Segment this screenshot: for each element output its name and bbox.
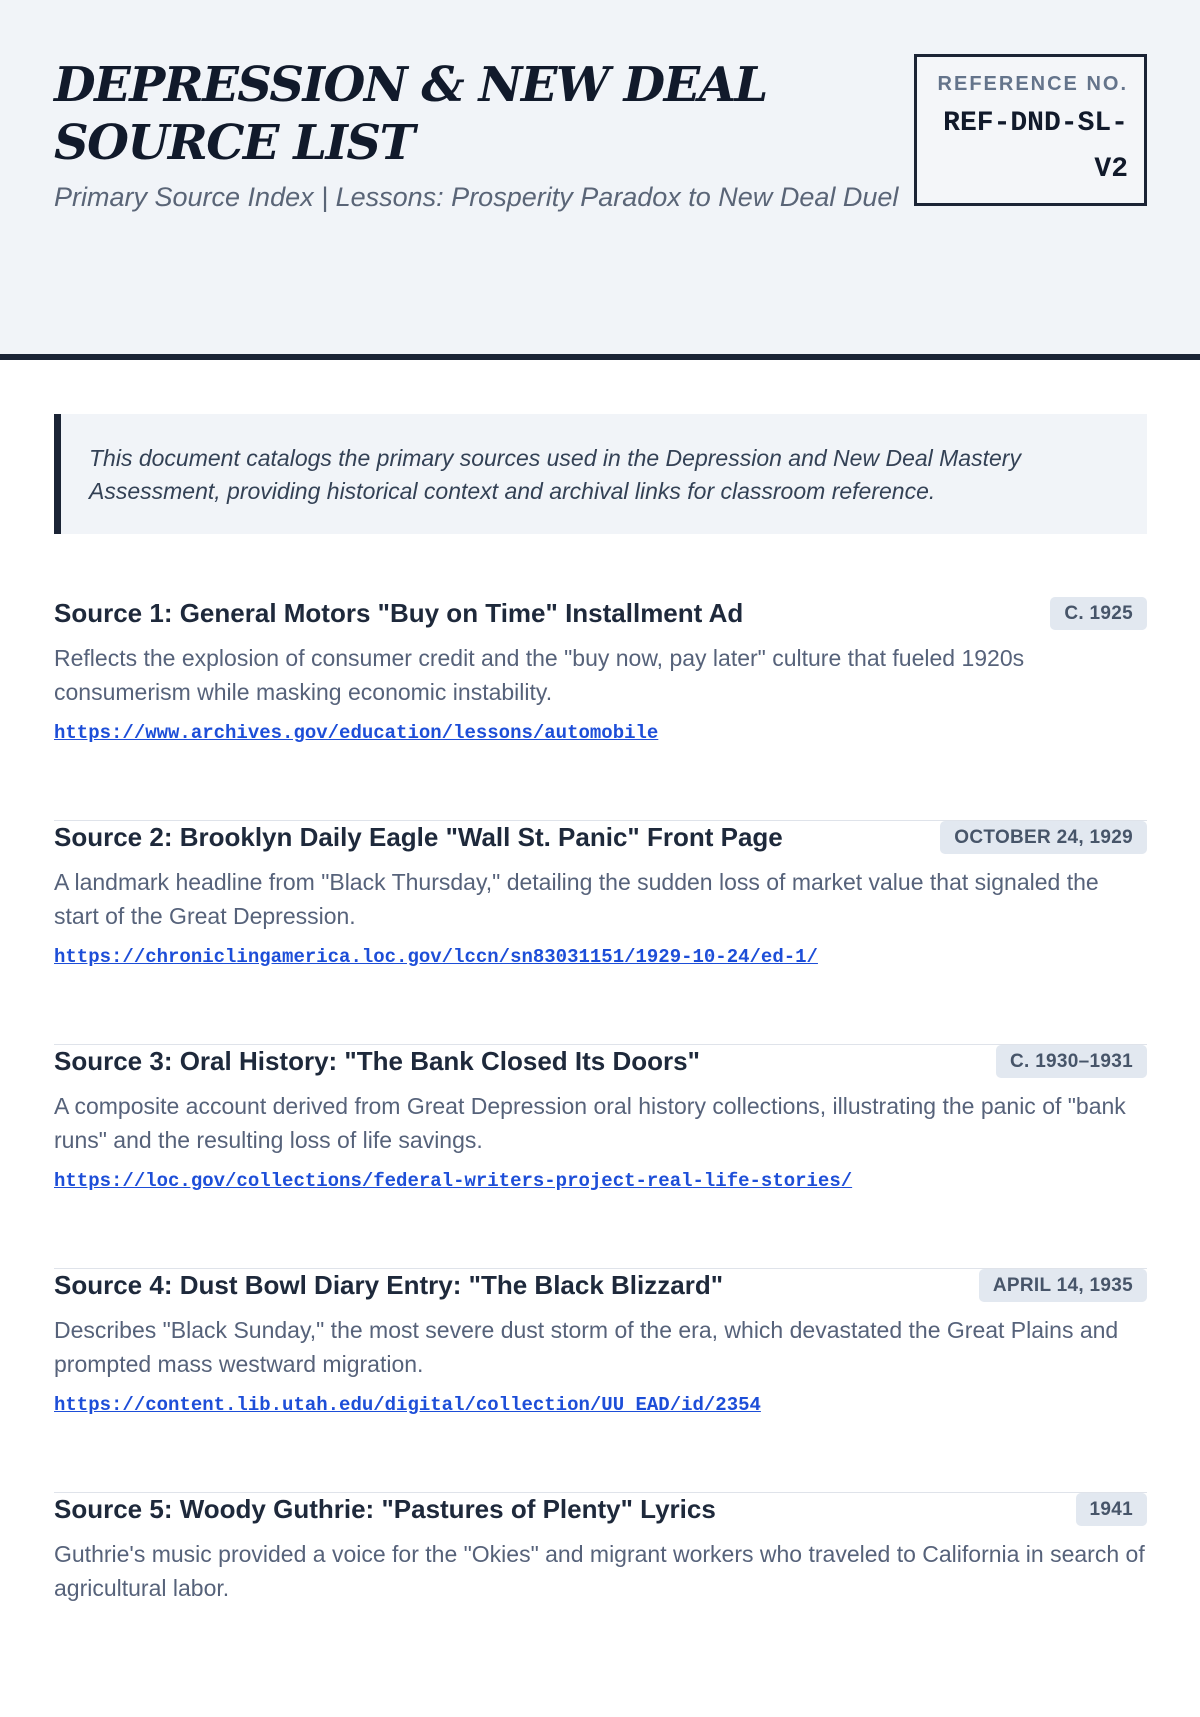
source-entry-2 bbox=[54, 821, 1147, 1045]
reference-box bbox=[914, 54, 1147, 206]
source-entry-3 bbox=[54, 1045, 1147, 1269]
document-title: DEPRESSION & NEW DEAL SOURCE LIST bbox=[54, 57, 767, 171]
archive-link[interactable]: https://content.lib.utah.edu/digital/collection/UU_EAD/id/2354 bbox=[54, 1394, 761, 1416]
source-title: Source 5: Woody Guthrie: "Pastures of Plenty" Lyrics bbox=[54, 1494, 716, 1524]
source-description: Guthrie's music provided a voice for the "Okies" and migrant workers who traveled to California in search of agricultural labor. bbox=[54, 1541, 1145, 1601]
document-subtitle: Primary Source Index | Lessons: Prosperity Paradox to New Deal Duel bbox=[54, 182, 899, 212]
source-description: Reflects the explosion of consumer credit and the "buy now, pay later" culture that fueled 1920s consumerism while masking economic instability. bbox=[54, 645, 1025, 705]
date-badge: APRIL 14, 1935 bbox=[979, 1269, 1147, 1302]
date-badge: C. 1930–1931 bbox=[996, 1045, 1147, 1078]
source-title: Source 3: Oral History: "The Bank Closed Its Doors" bbox=[54, 1046, 700, 1076]
archive-link[interactable]: https://www.archives.gov/education/lessons/automobile bbox=[54, 722, 659, 744]
source-title: Source 4: Dust Bowl Diary Entry: "The Black Blizzard" bbox=[54, 1270, 724, 1300]
source-title: Source 1: General Motors "Buy on Time" Installment Ad bbox=[54, 598, 744, 628]
reference-label: REFERENCE NO. bbox=[937, 73, 1128, 95]
date-badge: OCTOBER 24, 1929 bbox=[940, 821, 1147, 854]
source-entry-1 bbox=[54, 597, 1147, 821]
intro-text: This document catalogs the primary sources used in the Depression and New Deal Mastery Assessment, providing historical context and archival links for classroom reference. bbox=[89, 445, 1021, 504]
source-description: Describes "Black Sunday," the most severe dust storm of the era, which devastated the Great Plains and prompted mass westward migration. bbox=[54, 1317, 1119, 1377]
date-badge: 1941 bbox=[1076, 1493, 1147, 1526]
archive-link[interactable]: https://chroniclingamerica.loc.gov/lccn/sn83031151/1929-10-24/ed-1/ bbox=[54, 946, 818, 968]
source-title: Source 2: Brooklyn Daily Eagle "Wall St. Panic" Front Page bbox=[54, 822, 783, 852]
archive-link[interactable]: https://loc.gov/collections/federal-writers-project-real-life-stories/ bbox=[54, 1170, 853, 1192]
source-description: A landmark headline from "Black Thursday," detailing the sudden loss of market value that signaled the start of the Great Depression. bbox=[54, 869, 1099, 929]
source-entry-5 bbox=[54, 1493, 1147, 1717]
date-badge: C. 1925 bbox=[1050, 597, 1147, 630]
document-header bbox=[0, 0, 1200, 360]
reference-number: REF-DND-SL-V2 bbox=[943, 108, 1128, 185]
intro-callout bbox=[54, 414, 1147, 534]
source-description: A composite account derived from Great Depression oral history collections, illustrating the panic of "bank runs" and the resulting loss of life savings. bbox=[54, 1093, 1126, 1153]
source-entry-4 bbox=[54, 1269, 1147, 1493]
